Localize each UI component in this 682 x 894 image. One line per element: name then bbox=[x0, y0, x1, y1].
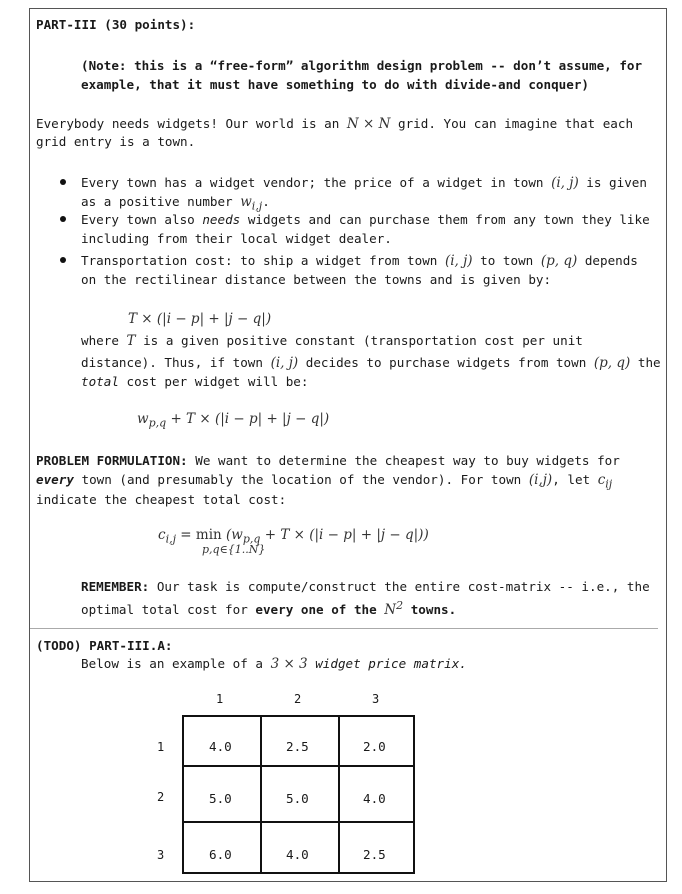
formula-min-cost bbox=[158, 526, 429, 549]
bullet-2-line-1 bbox=[81, 210, 650, 229]
col-header: 3 bbox=[372, 692, 380, 706]
remember-math-n: N bbox=[384, 602, 397, 619]
where-text-c: distance). Thus, if town bbox=[81, 355, 271, 370]
col-header: 2 bbox=[294, 692, 302, 706]
where-text-f: cost per widget will be: bbox=[118, 374, 309, 389]
bullet-1-text-c: as a positive number bbox=[81, 194, 241, 209]
cell-value: 4.0 bbox=[286, 847, 309, 862]
bullet-dot bbox=[60, 257, 66, 263]
bullet-2-line-2: including from their local widget dealer. bbox=[81, 231, 392, 246]
bullet-3-math-ij: (i, j) bbox=[444, 253, 473, 269]
formula-transport-cost: T × (|i − p| + |j − q|) bbox=[128, 311, 272, 327]
col-header: 1 bbox=[216, 692, 224, 706]
formula3-body-sub: p,q bbox=[242, 532, 261, 546]
bullet-2-italic: needs bbox=[202, 212, 241, 227]
problem-text-b: town (and presumably the location of the vendor). For town bbox=[73, 472, 529, 487]
bullet-dot bbox=[60, 179, 66, 185]
formula3-min: min bbox=[195, 527, 222, 543]
intro-text-b: grid. You can imagine that each bbox=[390, 116, 634, 131]
cell-value: 2.5 bbox=[363, 847, 386, 862]
cell-value: 5.0 bbox=[286, 791, 309, 806]
bullet-1-math-w: w bbox=[240, 194, 252, 210]
note-line-1: (Note: this is a “free-form” algorithm design problem -- don’t assume, for bbox=[81, 58, 643, 73]
where-italic-total: total bbox=[81, 374, 119, 389]
formula2-w: w bbox=[137, 411, 149, 427]
intro-line-2: grid entry is a town. bbox=[36, 134, 196, 149]
where-text-b: is a given positive constant (transportation cost per unit bbox=[135, 333, 583, 348]
where-math-ij: (i, j) bbox=[270, 355, 299, 371]
problem-line-1 bbox=[36, 451, 620, 470]
where-line-1 bbox=[81, 331, 583, 351]
formula3-body-rest: + T × (|i − p| + |j − q|)) bbox=[260, 527, 429, 543]
intro-text-a: Everybody needs widgets! Our world is an bbox=[36, 116, 347, 131]
formula3-body: (w bbox=[221, 527, 243, 543]
where-text-d: decides to purchase widgets from town bbox=[298, 355, 594, 370]
todo-italic: widget price matrix. bbox=[307, 656, 467, 671]
remember-line-2 bbox=[81, 596, 456, 620]
cell-value: 4.0 bbox=[209, 739, 232, 754]
bullet-2-text-a: Every town also bbox=[81, 212, 203, 227]
todo-math-3x3: 3 × 3 bbox=[270, 656, 308, 672]
cell-value: 2.0 bbox=[363, 739, 386, 754]
note-line-2: example, that it must have something to do with divide-and conquer) bbox=[81, 77, 589, 92]
formula2-sub: p,q bbox=[148, 416, 167, 430]
problem-every: every bbox=[36, 472, 74, 487]
cell-value: 5.0 bbox=[209, 791, 232, 806]
bullet-dot bbox=[60, 216, 66, 222]
row-header: 2 bbox=[157, 790, 165, 804]
remember-math-sup: 2 bbox=[396, 599, 404, 612]
bullet-1-text-a: Every town has a widget vendor; the price of a widget in town bbox=[81, 175, 552, 190]
intro-line-1 bbox=[36, 114, 633, 134]
remember-text-b: optimal total cost for bbox=[81, 602, 256, 618]
problem-text-a: We want to determine the cheapest way to buy widgets for bbox=[187, 453, 620, 468]
cell-value: 6.0 bbox=[209, 847, 232, 862]
todo-line-1 bbox=[81, 654, 467, 674]
problem-math-c: c bbox=[597, 472, 606, 488]
formula3-min-subscript: p,q∈{1..N} bbox=[202, 543, 266, 556]
bullet-3-text-b: to town bbox=[472, 253, 541, 268]
page-title: PART-III (30 points): bbox=[36, 17, 196, 32]
formula3-c-sub: i,j bbox=[165, 532, 176, 546]
bullet-3-line-1 bbox=[81, 251, 638, 271]
where-line-2 bbox=[81, 353, 661, 373]
todo-text-a: Below is an example of a bbox=[81, 656, 271, 671]
cell-value: 4.0 bbox=[363, 791, 386, 806]
formula3-eq: = bbox=[176, 527, 196, 543]
bullet-1-math-sub: i,j bbox=[251, 199, 263, 213]
intro-math-nxn: N × N bbox=[346, 116, 391, 132]
row-header: 3 bbox=[157, 848, 165, 862]
formula2-rest: + T × (|i − p| + |j − q|) bbox=[166, 411, 330, 427]
problem-text-c: , let bbox=[552, 472, 598, 487]
remember-bold: every one of the bbox=[255, 602, 385, 618]
problem-label: PROBLEM FORMULATION: bbox=[36, 453, 188, 468]
remember-label: REMEMBER: bbox=[81, 579, 150, 594]
remember-text-a: Our task is compute/construct the entire cost-matrix -- i.e., the bbox=[149, 579, 650, 594]
where-text-a: where bbox=[81, 333, 127, 348]
cell-value: 2.5 bbox=[286, 739, 309, 754]
where-math-pq: (p, q) bbox=[593, 355, 631, 371]
formula-total-cost bbox=[137, 410, 329, 433]
bullet-1-math: (i, j) bbox=[551, 175, 579, 191]
where-text-e: the bbox=[630, 355, 661, 370]
row-header: 1 bbox=[157, 740, 165, 754]
remember-bold-towns: towns. bbox=[403, 602, 457, 618]
where-math-t: T bbox=[126, 333, 136, 349]
bullet-3-math-pq: (p, q) bbox=[540, 253, 578, 269]
problem-line-3: indicate the cheapest total cost: bbox=[36, 492, 287, 507]
section-divider bbox=[30, 628, 658, 629]
bullet-3-line-2: on the rectilinear distance between the towns and is given by: bbox=[81, 272, 552, 287]
bullet-1-text-d: . bbox=[262, 194, 270, 209]
todo-title: (TODO) PART-III.A: bbox=[36, 638, 173, 653]
bullet-3-text-a: Transportation cost: to ship a widget from town bbox=[81, 253, 445, 268]
formula3-c: c bbox=[158, 527, 166, 543]
problem-math-c-sub: ij bbox=[605, 477, 613, 491]
where-line-3 bbox=[81, 372, 308, 391]
bullet-1-text-b: is given bbox=[578, 175, 647, 190]
remember-line-1 bbox=[81, 577, 650, 596]
problem-math-ij: (i,j) bbox=[528, 472, 553, 488]
bullet-2-text-b: widgets and can purchase them from any town they like bbox=[240, 212, 650, 227]
bullet-3-text-c: depends bbox=[577, 253, 638, 268]
bullet-1-line-1 bbox=[81, 173, 647, 193]
